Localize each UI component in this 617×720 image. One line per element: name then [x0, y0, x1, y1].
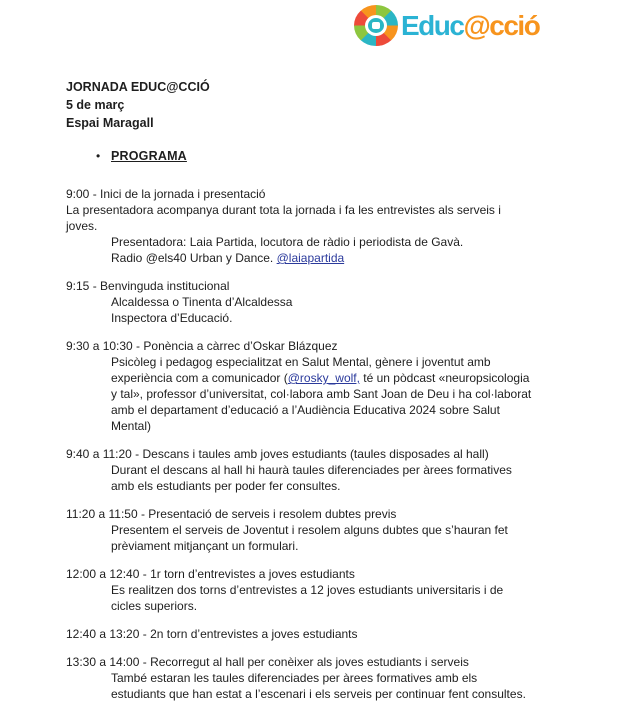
text-run: experiència com a comunicador (: [111, 371, 288, 385]
text-run: 9:40 a 11:20 - Descans i taules amb joves estudiants (taules disposades al hall): [66, 447, 489, 461]
text-run: La presentadora acompanya durant tota la jornada i fa les entrevistes als serveis i: [66, 203, 501, 217]
program-section: [66, 506, 586, 554]
bullet-icon: •: [96, 149, 101, 163]
text-run: 9:30 a 10:30 - Ponència a càrrec d’Oskar Blázquez: [66, 339, 338, 353]
program-line: [66, 294, 586, 310]
text-run: prèviament mitjançant un formulari.: [111, 539, 299, 553]
text-run: Presentem el serveis de Joventut i resolem alguns dubtes que s’hauran fet: [111, 523, 508, 537]
program-line: [66, 654, 586, 670]
program-line: [66, 522, 586, 538]
text-run: 12:00 a 12:40 - 1r torn d’entrevistes a joves estudiants: [66, 567, 355, 581]
program-heading: PROGRAMA: [111, 149, 187, 163]
program-line: [66, 670, 586, 686]
text-run: També estaran les taules diferenciades per àrees formatives amb els: [111, 671, 478, 685]
inline-link[interactable]: @rosky_wolf,: [287, 371, 360, 385]
program-line: [66, 582, 586, 598]
logo-text-educ: Educ: [401, 10, 464, 41]
text-run: estudiants que han estat a l’escenari i els serveis per continuar fent consultes.: [111, 687, 526, 701]
text-run: 12:40 a 13:20 - 2n torn d’entrevistes a joves estudiants: [66, 627, 358, 641]
event-date: 5 de març: [66, 98, 125, 112]
text-run: Inspectora d’Educació.: [111, 311, 233, 325]
logo-wordmark: [401, 5, 539, 46]
program-heading-row: [66, 148, 586, 164]
program-line: [66, 250, 586, 266]
text-run: 9:15 - Benvinguda institucional: [66, 279, 230, 293]
program-line: [66, 370, 586, 386]
program-line: [66, 386, 586, 402]
program-line: [66, 626, 586, 642]
document-header: [66, 78, 586, 132]
text-run: té un pòdcast «neuropsicologia: [359, 371, 530, 385]
text-run: amb els estudiants per poder fer consultes.: [111, 479, 341, 493]
program-line: [66, 218, 586, 234]
program-section: [66, 446, 586, 494]
text-run: 13:30 a 14:00 - Recorregut al hall per conèixer als joves estudiants i serveis: [66, 655, 469, 669]
program-section: [66, 278, 586, 326]
text-run: Mental): [111, 419, 152, 433]
educaccio-logo: [354, 5, 539, 46]
camera-glyph: [372, 22, 380, 29]
text-run: amb el departament d’educació a l’Audiència Educativa 2024 sobre Salut: [111, 403, 500, 417]
document-content: [66, 78, 586, 714]
program-section: [66, 186, 586, 266]
program-line: [66, 202, 586, 218]
text-run: Presentadora: Laia Partida, locutora de ràdio i periodista de Gavà.: [111, 235, 464, 249]
program-line: [66, 338, 586, 354]
program-line: [66, 478, 586, 494]
program-section: [66, 626, 586, 642]
text-run: Es realitzen dos torns d’entrevistes a 12 joves estudiants universitaris i de: [111, 583, 504, 597]
program-line: [66, 278, 586, 294]
educaccio-wheel-icon: [354, 5, 398, 46]
program-line: [66, 186, 586, 202]
text-run: y tal», professor d’universitat, col·labora amb Sant Joan de Deu i ha col·laborat: [111, 387, 532, 401]
program-line: [66, 566, 586, 582]
program-section: [66, 654, 586, 702]
program-line: [66, 418, 586, 434]
text-run: Radio @els40 Urban y Dance.: [111, 251, 277, 265]
program-section: [66, 338, 586, 434]
program-line: [66, 402, 586, 418]
program-sections: [66, 186, 586, 702]
logo-text-accio: @cció: [463, 10, 540, 41]
program-line: [66, 538, 586, 554]
program-line: [66, 446, 586, 462]
event-venue: Espai Maragall: [66, 116, 154, 130]
text-run: 11:20 a 11:50 - Presentació de serveis i resolem dubtes previs: [66, 507, 397, 521]
text-run: Durant el descans al hall hi haurà taules diferenciades per àrees formatives: [111, 463, 512, 477]
text-run: Alcaldessa o Tinenta d’Alcaldessa: [111, 295, 293, 309]
text-run: Psicòleg i pedagog especialitzat en Salut Mental, gènere i joventut amb: [111, 355, 491, 369]
program-line: [66, 686, 586, 702]
program-line: [66, 462, 586, 478]
inline-link[interactable]: @laiapartida: [276, 251, 345, 265]
program-line: [66, 506, 586, 522]
text-run: joves.: [66, 219, 98, 233]
program-line: [66, 598, 586, 614]
program-line: [66, 354, 586, 370]
program-line: [66, 310, 586, 326]
program-line: [66, 234, 586, 250]
text-run: cicles superiors.: [111, 599, 198, 613]
event-title: JORNADA EDUC@CCIÓ: [66, 80, 210, 94]
text-run: 9:00 - Inici de la jornada i presentació: [66, 187, 266, 201]
program-section: [66, 566, 586, 614]
